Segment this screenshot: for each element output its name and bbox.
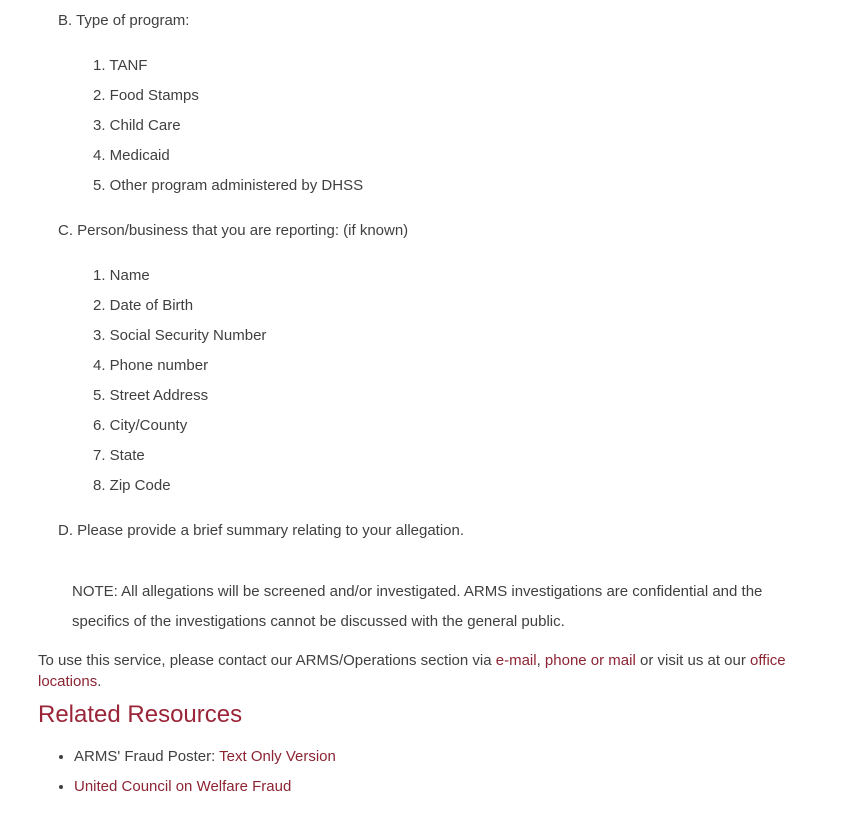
contact-paragraph [38, 650, 790, 692]
person-item-state: 7. State [93, 447, 145, 464]
program-item-other: 5. Other program administered by DHSS [93, 177, 364, 194]
person-details-list [93, 266, 807, 496]
note-paragraph: NOTE: All allegations will be screened and/or investigated. ARMS investigations are confidential and the specifics of the investigations cannot be discussed with the general public. [72, 583, 763, 630]
contact-text-mid: or visit us at our [635, 652, 751, 669]
program-item-tanf: 1. TANF [93, 57, 148, 74]
person-item-name: 1. Name [93, 267, 150, 284]
person-item-zip: 8. Zip Code [93, 477, 171, 494]
program-item-medicaid: 4. Medicaid [93, 147, 170, 164]
list-item [74, 777, 807, 797]
section-b-heading: B. Type of program: [58, 12, 190, 29]
office-locations-link[interactable]: office locations [38, 652, 786, 690]
contact-separator: , [536, 652, 545, 669]
fraud-poster-text-only-link[interactable]: Text Only Version [219, 748, 336, 765]
resource-prefix: ARMS' Fraud Poster: [74, 748, 220, 765]
united-council-welfare-fraud-link[interactable]: United Council on Welfare Fraud [74, 778, 292, 795]
related-resources-heading: Related Resources [38, 701, 243, 728]
program-item-food-stamps: 2. Food Stamps [93, 87, 199, 104]
section-c-heading: C. Person/business that you are reporting: (if known) [58, 222, 409, 239]
person-item-street: 5. Street Address [93, 387, 209, 404]
person-item-phone: 4. Phone number [93, 357, 209, 374]
list-item [74, 747, 807, 767]
contact-text-pre: To use this service, please contact our ARMS/Operations section via [38, 652, 496, 669]
person-item-dob: 2. Date of Birth [93, 297, 194, 314]
phone-or-mail-link[interactable]: phone or mail [544, 652, 636, 669]
person-item-ssn: 3. Social Security Number [93, 327, 267, 344]
program-type-list [93, 56, 807, 196]
person-item-city-county: 6. City/County [93, 417, 188, 434]
email-link[interactable]: e-mail [495, 652, 537, 669]
section-d-heading: D. Please provide a brief summary relating to your allegation. [58, 522, 465, 539]
contact-text-end: . [97, 673, 102, 690]
program-item-child-care: 3. Child Care [93, 117, 181, 134]
related-resources-list [38, 747, 807, 797]
